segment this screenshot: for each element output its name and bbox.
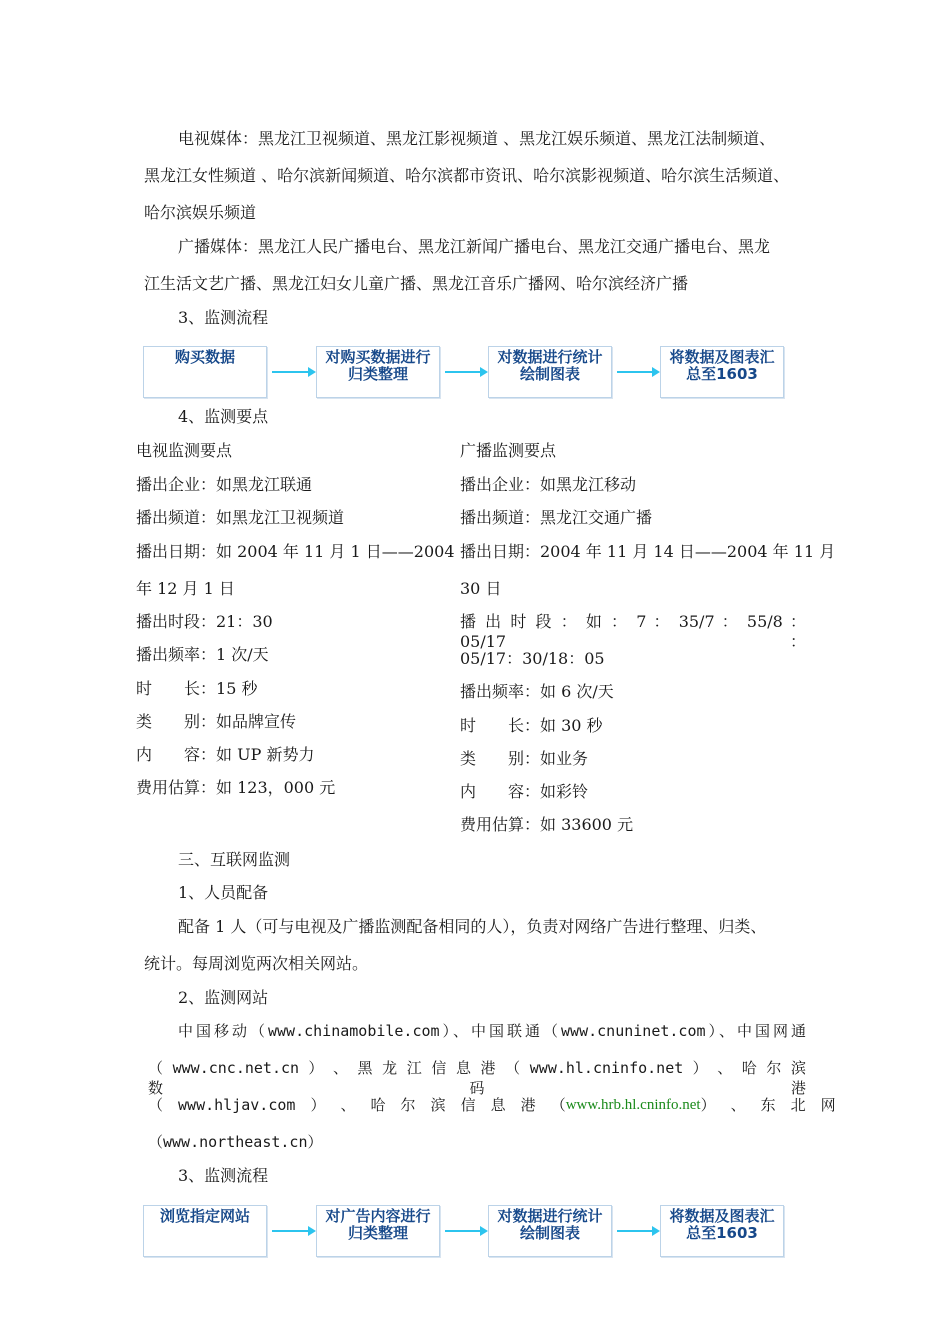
radio-date-line-1: 播出日期：2004 年 11 月 14 日——2004 年 11 月	[460, 542, 836, 561]
radio-content-label: 内 容：	[460, 782, 541, 801]
radio-cost: 费用估算：如 33600 元	[460, 815, 634, 834]
radio-slot-line-2: 05/17：30/18：05	[460, 649, 605, 668]
flow-step-text: 总至1603	[686, 1224, 758, 1242]
radio-content	[460, 782, 588, 802]
sites-line-4: （www.northeast.cn）	[148, 1133, 323, 1151]
sites-line-2: （ www.cnc.net.cn ） 、 黑 龙 江 信 息 港 （ www.hl.cninfo.net ） 、 哈 尔 滨 数 码 港	[148, 1059, 806, 1097]
flow-step-text: 对广告内容进行	[325, 1207, 431, 1225]
tv-media-line-3: 哈尔滨娱乐频道	[144, 203, 257, 222]
flow-step-text: 归类整理	[347, 1224, 408, 1242]
tv-category-label: 类 别：	[136, 712, 217, 731]
sites-line-3-part-a: （ www.hljav.com ） 、 哈 尔 滨 信 息 港 （	[148, 1096, 566, 1114]
tv-media-line-1: 电视媒体：黑龙江卫视频道、黑龙江影视频道 、黑龙江娱乐频道、黑龙江法制频道、	[178, 129, 776, 148]
radio-channel: 播出频道：黑龙江交通广播	[460, 508, 653, 527]
staff-line-2: 统计。每周浏览两次相关网站。	[144, 954, 369, 973]
flow-step-text: 对数据进行统计	[497, 1207, 603, 1225]
staff-title: 1、人员配备	[178, 883, 269, 902]
flow-step-text: 购买数据	[174, 348, 235, 366]
flow-arrow-icon	[617, 371, 654, 373]
radio-duration-label: 时 长：	[460, 716, 541, 735]
flow-step-summary	[660, 1205, 784, 1257]
sites-line-3	[148, 1095, 836, 1115]
staff-line-1: 配备 1 人（可与电视及广播监测配备相同的人），负责对网络广告进行整理、归类、	[178, 917, 767, 936]
hrb-site-link[interactable]: www.hrb.hl.cninfo.net	[565, 1097, 701, 1113]
flow-arrow-icon	[272, 1230, 310, 1232]
tv-duration-label: 时 长：	[136, 679, 217, 698]
flow-step-text: 绘制图表	[519, 365, 580, 383]
flow-step-text: 总至1603	[686, 365, 758, 383]
radio-slot-line-1: 播 出 时 段 ： 如 ： 7 ： 35/7 ： 55/8 ： 05/17 ：	[460, 612, 806, 651]
flow-arrow-icon	[445, 371, 482, 373]
tv-frequency: 播出频率：1 次/天	[136, 645, 269, 664]
radio-date-line-2: 30 日	[460, 579, 502, 598]
tv-content	[136, 745, 314, 765]
flow-step-classify-ads	[316, 1205, 440, 1257]
flow-step-text: 将数据及图表汇	[669, 1207, 775, 1225]
sites-line-1: 中国移动（www.chinamobile.com）、中国联通（www.cnuninet.com）、中国网通	[178, 1022, 806, 1040]
flow-step-buy-data	[143, 346, 267, 398]
tv-content-value: 如 UP 新势力	[216, 745, 315, 764]
flow-step-browse-sites	[143, 1205, 267, 1257]
radio-media-line-2: 江生活文艺广播、黑龙江妇女儿童广播、黑龙江音乐广播网、哈尔滨经济广播	[144, 274, 689, 293]
tv-slot: 播出时段：21：30	[136, 612, 273, 631]
radio-duration	[460, 716, 603, 736]
sites-line-3-part-b: ） 、 东 北 网	[700, 1096, 836, 1114]
flow-step-classify	[316, 346, 440, 398]
internet-flow-title: 3、监测流程	[178, 1166, 269, 1185]
radio-content-value: 如彩铃	[540, 782, 589, 801]
radio-duration-value: 如 30 秒	[540, 716, 603, 735]
monitoring-points-title: 4、监测要点	[178, 407, 269, 426]
tv-category-value: 如品牌宣传	[216, 712, 297, 731]
flow-arrow-icon	[617, 1230, 654, 1232]
tv-media-line-2: 黑龙江女性频道 、哈尔滨新闻频道、哈尔滨都市资讯、哈尔滨影视频道、哈尔滨生活频道、	[144, 166, 790, 185]
radio-category-value: 如业务	[540, 749, 589, 768]
radio-category	[460, 749, 588, 769]
flow-step-text: 绘制图表	[519, 1224, 580, 1242]
tv-duration	[136, 679, 257, 699]
monitoring-flow-title: 3、监测流程	[178, 308, 269, 327]
flow-step-summary	[660, 346, 784, 398]
radio-points-heading: 广播监测要点	[460, 441, 557, 460]
flow-step-text: 将数据及图表汇	[669, 348, 775, 366]
radio-frequency: 播出频率：如 6 次/天	[460, 682, 614, 701]
tv-channel: 播出频道：如黑龙江卫视频道	[136, 508, 345, 527]
sites-title: 2、监测网站	[178, 988, 269, 1007]
flow-step-text: 浏览指定网站	[159, 1207, 250, 1225]
tv-category	[136, 712, 296, 732]
radio-category-label: 类 别：	[460, 749, 541, 768]
internet-section-title: 三、互联网监测	[178, 850, 291, 869]
flow-step-statistics	[488, 1205, 612, 1257]
tv-duration-value: 15 秒	[216, 679, 258, 698]
radio-enterprise: 播出企业：如黑龙江移动	[460, 475, 637, 494]
tv-date-line-1: 播出日期：如 2004 年 11 月 1 日——2004	[136, 542, 455, 561]
tv-date-line-2: 年 12 月 1 日	[136, 579, 235, 598]
radio-media-line-1: 广播媒体：黑龙江人民广播电台、黑龙江新闻广播电台、黑龙江交通广播电台、黑龙	[178, 237, 771, 256]
flow-step-text: 归类整理	[347, 365, 408, 383]
flow-arrow-icon	[445, 1230, 482, 1232]
tv-cost: 费用估算：如 123，000 元	[136, 778, 336, 797]
flow-step-statistics	[488, 346, 612, 398]
flow-arrow-icon	[272, 371, 310, 373]
tv-content-label: 内 容：	[136, 745, 217, 764]
tv-points-heading: 电视监测要点	[136, 441, 233, 460]
flow-step-text: 对购买数据进行	[325, 348, 431, 366]
tv-enterprise: 播出企业：如黑龙江联通	[136, 475, 313, 494]
flow-step-text: 对数据进行统计	[497, 348, 603, 366]
